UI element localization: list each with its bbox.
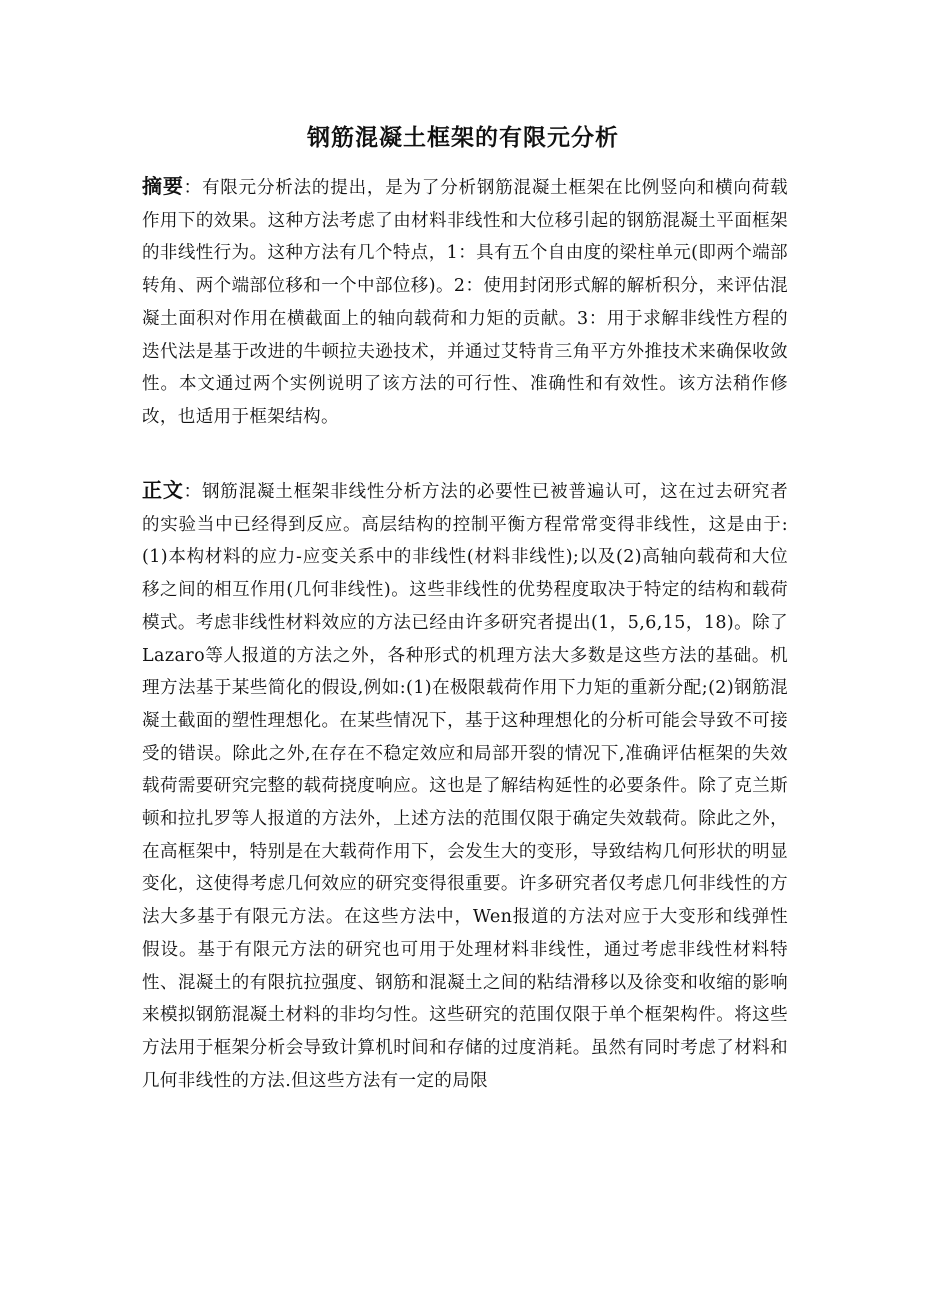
document-title: 钢筋混凝土框架的有限元分析 (307, 125, 619, 151)
body-label: 正文 (142, 478, 184, 502)
abstract-colon: ： (183, 178, 202, 198)
body-text: 钢筋混凝土框架非线性分析方法的必要性已被普遍认可，这在过去研究者的实验当中已经得到反应。高层结构的控制平衡方程常常变得非线性，这是由于:(1)本构材料的应力-应变关系中的非线性(材料非线性);以及(2)高轴向载荷和大位移之间的相互作用(几何非线性)。这些非线性的优势程度取决于特定的结构和载荷模式。考虑非线性材料效应的方法已经由许多研究者提出(1，5,6,15，18)。除了Lazaro等人报道的方法之外，各种形式的机理方法大多数是这些方法的基础。机理方法基于某些简化的假设,例如:(1)在极限载荷作用下力矩的重新分配;(2)钢筋混凝土截面的塑性理想化。在某些情况下，基于这种理想化的分析可能会导致不可接受的错误。除此之外,在存在不稳定效应和局部开裂的情况下,准确评估框架的失效载荷需要研究完整的载荷挠度响应。这也是了解结构延性的必要条件。除了克兰斯顿和拉扎罗等人报道的方法外，上述方法的范围仅限于确定失效载荷。除此之外，在高框架中，特别是在大载荷作用下，会发生大的变形，导致结构几何形状的明显变化，这使得考虑几何效应的研究变得很重要。许多研究者仅考虑几何非线性的方法大多基于有限元方法。在这些方法中，Wen报道的方法对应于大变形和线弹性假设。基于有限元方法的研究也可用于处理材料非线性，通过考虑非线性材料特性、混凝土的有限抗拉强度、钢筋和混凝土之间的粘结滑移以及徐变和收缩的影响来模拟钢筋混凝土材料的非均匀性。这些研究的范围仅限于单个框架构件。将这些方法用于框架分析会导致计算机时间和存储的过度消耗。虽然有同时考虑了材料和几何非线性的方法.但这些方法有一定的局限 (142, 482, 788, 1091)
abstract-paragraph (142, 170, 788, 434)
abstract-text: 有限元分析法的提出，是为了分析钢筋混凝土框架在比例竖向和横向荷载作用下的效果。这种方法考虑了由材料非线性和大位移引起的钢筋混凝土平面框架的非线性行为。这种方法有几个特点，1：具有五个自由度的梁柱单元(即两个端部转角、两个端部位移和一个中部位移)。2：使用封闭形式解的解析积分，来评估混凝土面积对作用在横截面上的轴向载荷和力矩的贡献。3：用于求解非线性方程的迭代法是基于改进的牛顿拉夫逊技术，并通过艾特肯三角平方外推技术来确保收敛性。本文通过两个实例说明了该方法的可行性、准确性和有效性。该方法稍作修改，也适用于框架结构。 (142, 178, 788, 427)
body-colon: ： (183, 482, 202, 502)
abstract-label: 摘要 (142, 174, 184, 198)
body-paragraph (142, 474, 788, 1097)
